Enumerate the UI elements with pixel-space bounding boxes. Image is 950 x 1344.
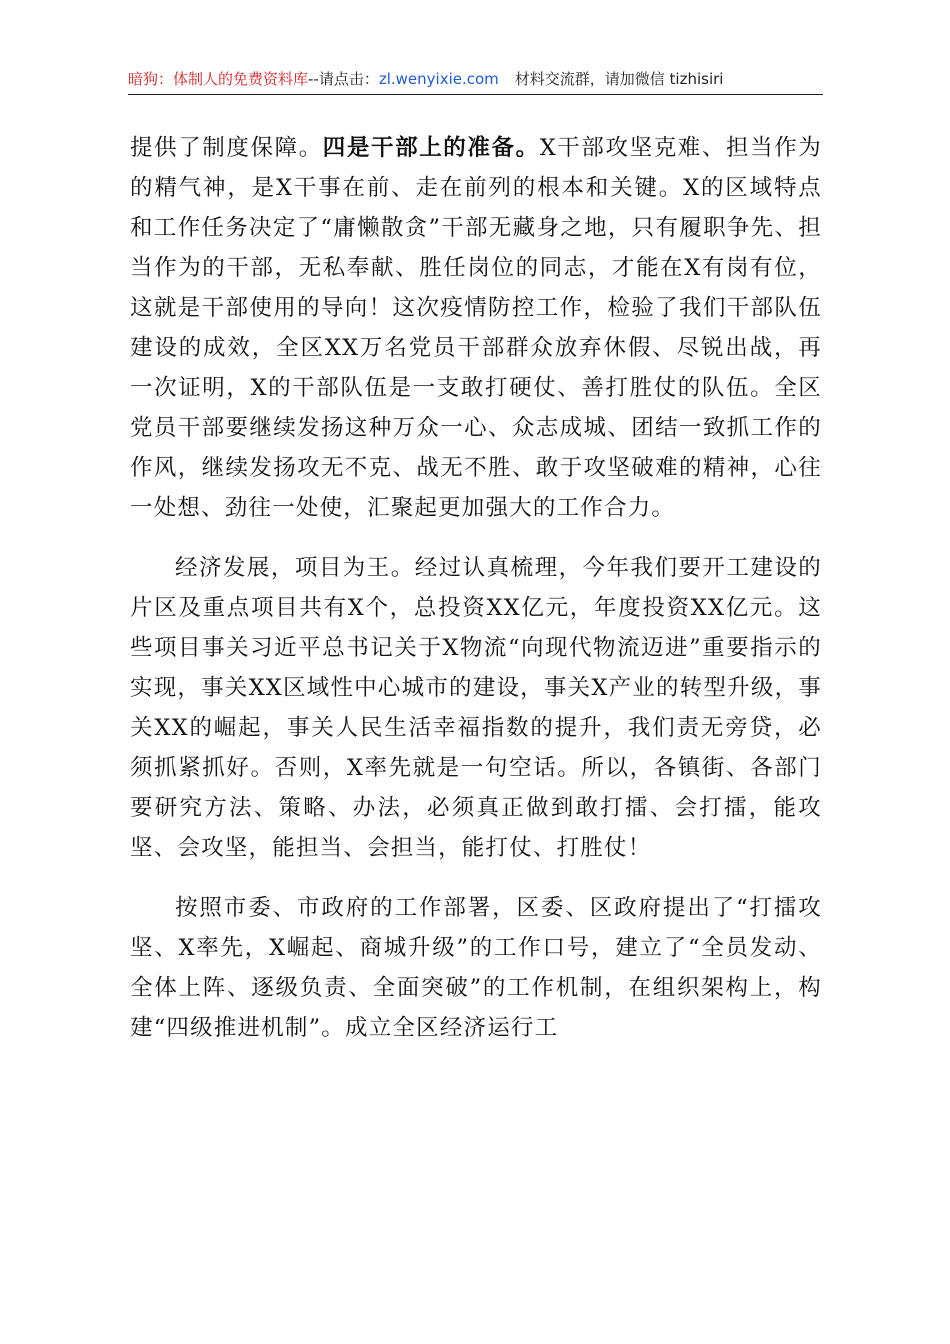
paragraph-1-before: 提供了制度保障。 bbox=[130, 135, 323, 161]
header-brand: 暗狗：体制人的免费资料库 bbox=[128, 70, 309, 88]
paragraph-1-bold: 四是干部上的准备。 bbox=[322, 135, 540, 161]
header-wechat: 材料交流群，请加微信 tizhisiri bbox=[514, 70, 724, 88]
page-header bbox=[128, 68, 823, 95]
document-body bbox=[130, 128, 822, 1068]
paragraph-1-after: X干部攻坚克难、担当作为的精气神，是X干事在前、走在前列的根本和关键。X的区域特点和工作任务决定了“庸懒散贪”干部无藏身之地，只有履职争先、担当作为的干部，无私奉献、胜任岗位的同志，才能在X有岗有位，这就是干部使用的导向！这次疫情防控工作，检验了我们干部队伍建设的成效，全区XX万名党员干部群众放弃休假、尽锐出战，再一次证明，X的干部队伍是一支敢打硬仗、善打胜仗的队伍。全区党员干部要继续发扬这种万众一心、众志成城、团结一致抓工作的作风，继续发扬攻无不克、战无不胜、敢于攻坚破难的精神，心往一处想、劲往一处使，汇聚起更加强大的工作合力。 bbox=[130, 135, 822, 521]
paragraph-2: 经济发展，项目为王。经过认真梳理，今年我们要开工建设的片区及重点项目共有X个，总投资XX亿元，年度投资XX亿元。这些项目事关习近平总书记关于X物流“向现代物流迈进”重要指示的实现，事关XX区域性中心城市的建设，事关X产业的转型升级，事关XX的崛起，事关人民生活幸福指数的提升，我们责无旁贷，必须抓紧抓好。否则，X率先就是一句空话。所以，各镇街、各部门要研究方法、策略、办法，必须真正做到敢打擂、会打擂，能攻坚、会攻坚，能担当、会担当，能打仗、打胜仗！ bbox=[130, 555, 822, 861]
paragraph-3: 按照市委、市政府的工作部署，区委、区政府提出了“打擂攻坚、X率先，X崛起、商城升级”的工作口号，建立了“全员发动、全体上阵、逐级负责、全面突破”的工作机制，在组织架构上，构建“四级推进机制”。成立全区经济运行工 bbox=[130, 895, 822, 1041]
paragraph-1 bbox=[130, 128, 822, 528]
header-lead: --请点击： bbox=[308, 70, 379, 88]
header-link[interactable]: zl.wenyixie.com bbox=[378, 70, 499, 88]
